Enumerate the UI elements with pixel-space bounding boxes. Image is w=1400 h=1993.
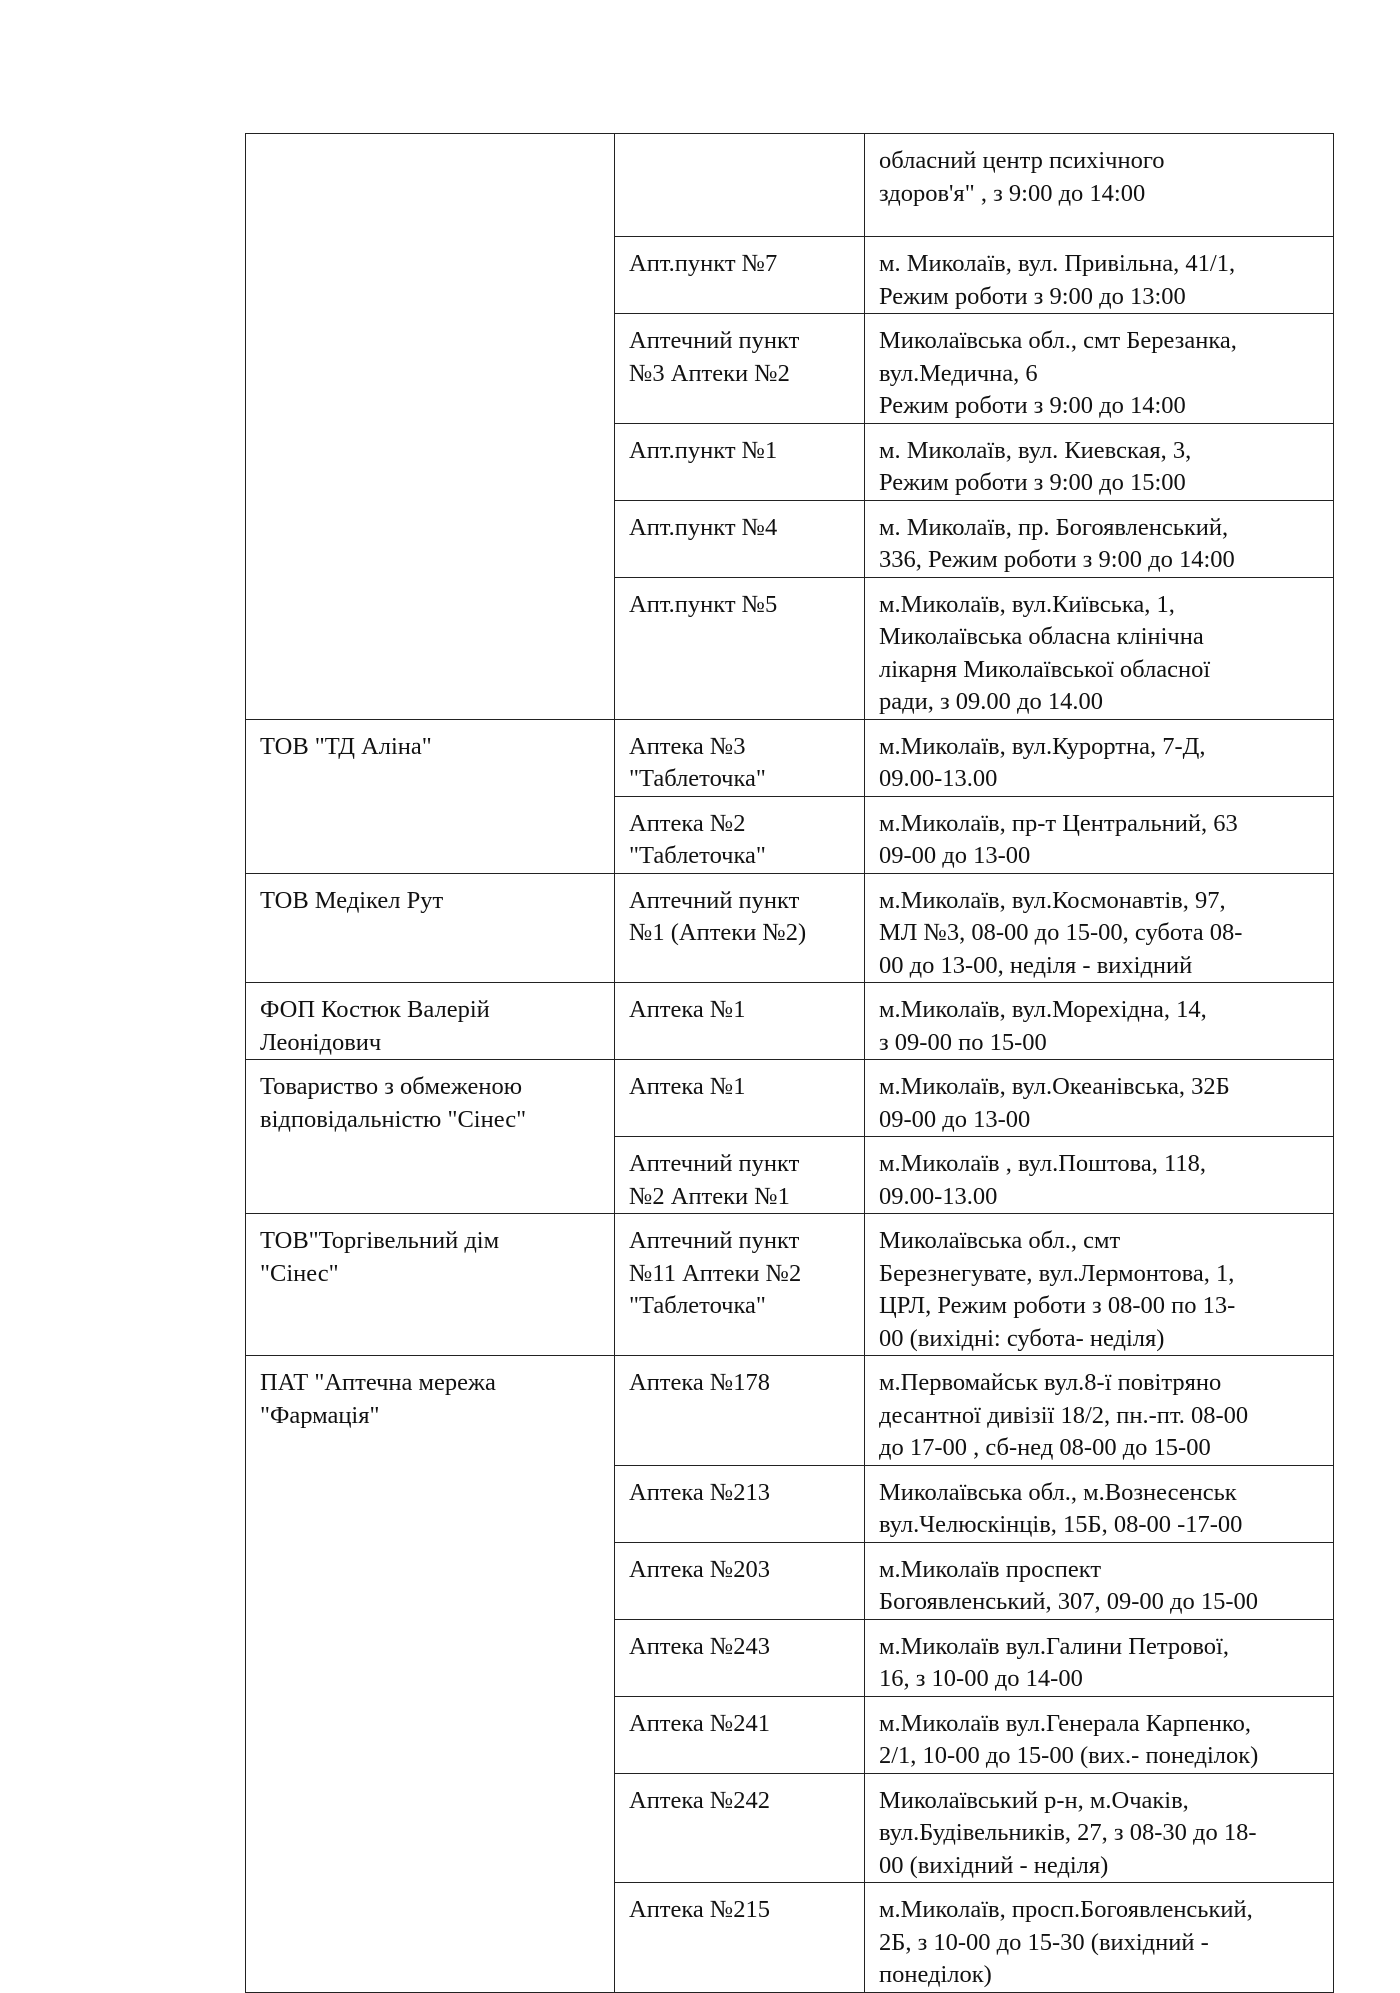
outlet-cell: Аптека №203 <box>615 1542 865 1619</box>
table-row <box>246 134 1334 237</box>
table-row <box>246 1060 1334 1137</box>
address-cell: Миколаївський р-н, м.Очаків, вул.Будівельників, 27, з 08-30 до 18- 00 (вихідний - неділя) <box>865 1773 1334 1883</box>
address-cell: м. Миколаїв, вул. Привільна, 41/1, Режим роботи з 9:00 до 13:00 <box>865 237 1334 314</box>
address-cell: м.Миколаїв, просп.Богоявленський, 2Б, з 10-00 до 15-30 (вихідний - понеділок) <box>865 1883 1334 1993</box>
table-row <box>246 1356 1334 1466</box>
organization-cell <box>246 134 615 720</box>
outlet-cell: Аптека №243 <box>615 1619 865 1696</box>
address-cell: м.Миколаїв, пр-т Центральний, 63 09-00 до 13-00 <box>865 796 1334 873</box>
organization-cell: ТОВ"Торгівельний дім "Сінес" <box>246 1214 615 1356</box>
address-cell: м.Миколаїв , вул.Поштова, 118, 09.00-13.00 <box>865 1137 1334 1214</box>
address-cell: Миколаївська обл., смт Березнегувате, вул.Лермонтова, 1, ЦРЛ, Режим роботи з 08-00 по 13- 00 (вихідні: субота- неділя) <box>865 1214 1334 1356</box>
outlet-cell: Аптека №213 <box>615 1465 865 1542</box>
address-cell: м.Миколаїв вул.Галини Петрової, 16, з 10-00 до 14-00 <box>865 1619 1334 1696</box>
table-row <box>246 719 1334 796</box>
pharmacy-table <box>245 133 1334 1993</box>
address-cell: м.Первомайськ вул.8-ї повітряно десантної дивізії 18/2, пн.-пт. 08-00 до 17-00 , сб-нед 08-00 до 15-00 <box>865 1356 1334 1466</box>
address-cell: м.Миколаїв, вул.Морехідна, 14, з 09-00 по 15-00 <box>865 983 1334 1060</box>
outlet-cell: Апт.пункт №5 <box>615 577 865 719</box>
address-cell: м.Миколаїв, вул.Курортна, 7-Д, 09.00-13.00 <box>865 719 1334 796</box>
outlet-cell: Аптека №3 "Таблеточка" <box>615 719 865 796</box>
organization-cell: ТОВ Медікел Рут <box>246 873 615 983</box>
table-row <box>246 983 1334 1060</box>
address-cell: м. Миколаїв, пр. Богоявленський, 336, Режим роботи з 9:00 до 14:00 <box>865 500 1334 577</box>
organization-cell: ТОВ "ТД Аліна" <box>246 719 615 873</box>
outlet-cell: Аптека №2 "Таблеточка" <box>615 796 865 873</box>
table-row <box>246 873 1334 983</box>
address-cell: м. Миколаїв, вул. Киевская, 3, Режим роботи з 9:00 до 15:00 <box>865 423 1334 500</box>
address-cell: м.Миколаїв вул.Генерала Карпенко, 2/1, 10-00 до 15-00 (вих.- понеділок) <box>865 1696 1334 1773</box>
address-cell: м.Миколаїв, вул.Космонавтів, 97, МЛ №3, 08-00 до 15-00, субота 08- 00 до 13-00, неділя - вихідний <box>865 873 1334 983</box>
address-cell: Миколаївська обл., смт Березанка, вул.Медична, 6 Режим роботи з 9:00 до 14:00 <box>865 314 1334 424</box>
outlet-cell: Аптечний пункт №1 (Аптеки №2) <box>615 873 865 983</box>
outlet-cell: Аптека №241 <box>615 1696 865 1773</box>
outlet-cell: Аптека №215 <box>615 1883 865 1993</box>
outlet-cell: Аптечний пункт №2 Аптеки №1 <box>615 1137 865 1214</box>
outlet-cell: Апт.пункт №1 <box>615 423 865 500</box>
address-cell: м.Миколаїв проспект Богоявленський, 307, 09-00 до 15-00 <box>865 1542 1334 1619</box>
outlet-cell: Аптека №1 <box>615 983 865 1060</box>
outlet-cell: Аптека №178 <box>615 1356 865 1466</box>
outlet-cell: Апт.пункт №4 <box>615 500 865 577</box>
organization-cell: ПАТ "Аптечна мережа "Фармація" <box>246 1356 615 1993</box>
address-cell: Миколаївська обл., м.Вознесенськ вул.Челюскінців, 15Б, 08-00 -17-00 <box>865 1465 1334 1542</box>
address-cell: м.Миколаїв, вул.Океанівська, 32Б 09-00 до 13-00 <box>865 1060 1334 1137</box>
outlet-cell: Аптека №242 <box>615 1773 865 1883</box>
address-cell: м.Миколаїв, вул.Київська, 1, Миколаївська обласна клінічна лікарня Миколаївської обласної ради, з 09.00 до 14.00 <box>865 577 1334 719</box>
address-cell: обласний центр психічного здоров'я" , з 9:00 до 14:00 <box>865 134 1334 237</box>
outlet-cell <box>615 134 865 237</box>
outlet-cell: Аптечний пункт №11 Аптеки №2 "Таблеточка" <box>615 1214 865 1356</box>
outlet-cell: Апт.пункт №7 <box>615 237 865 314</box>
organization-cell: ФОП Костюк Валерій Леонідович <box>246 983 615 1060</box>
table-row <box>246 1214 1334 1356</box>
organization-cell: Товариство з обмеженою відповідальністю "Сінес" <box>246 1060 615 1214</box>
outlet-cell: Аптечний пункт №3 Аптеки №2 <box>615 314 865 424</box>
outlet-cell: Аптека №1 <box>615 1060 865 1137</box>
